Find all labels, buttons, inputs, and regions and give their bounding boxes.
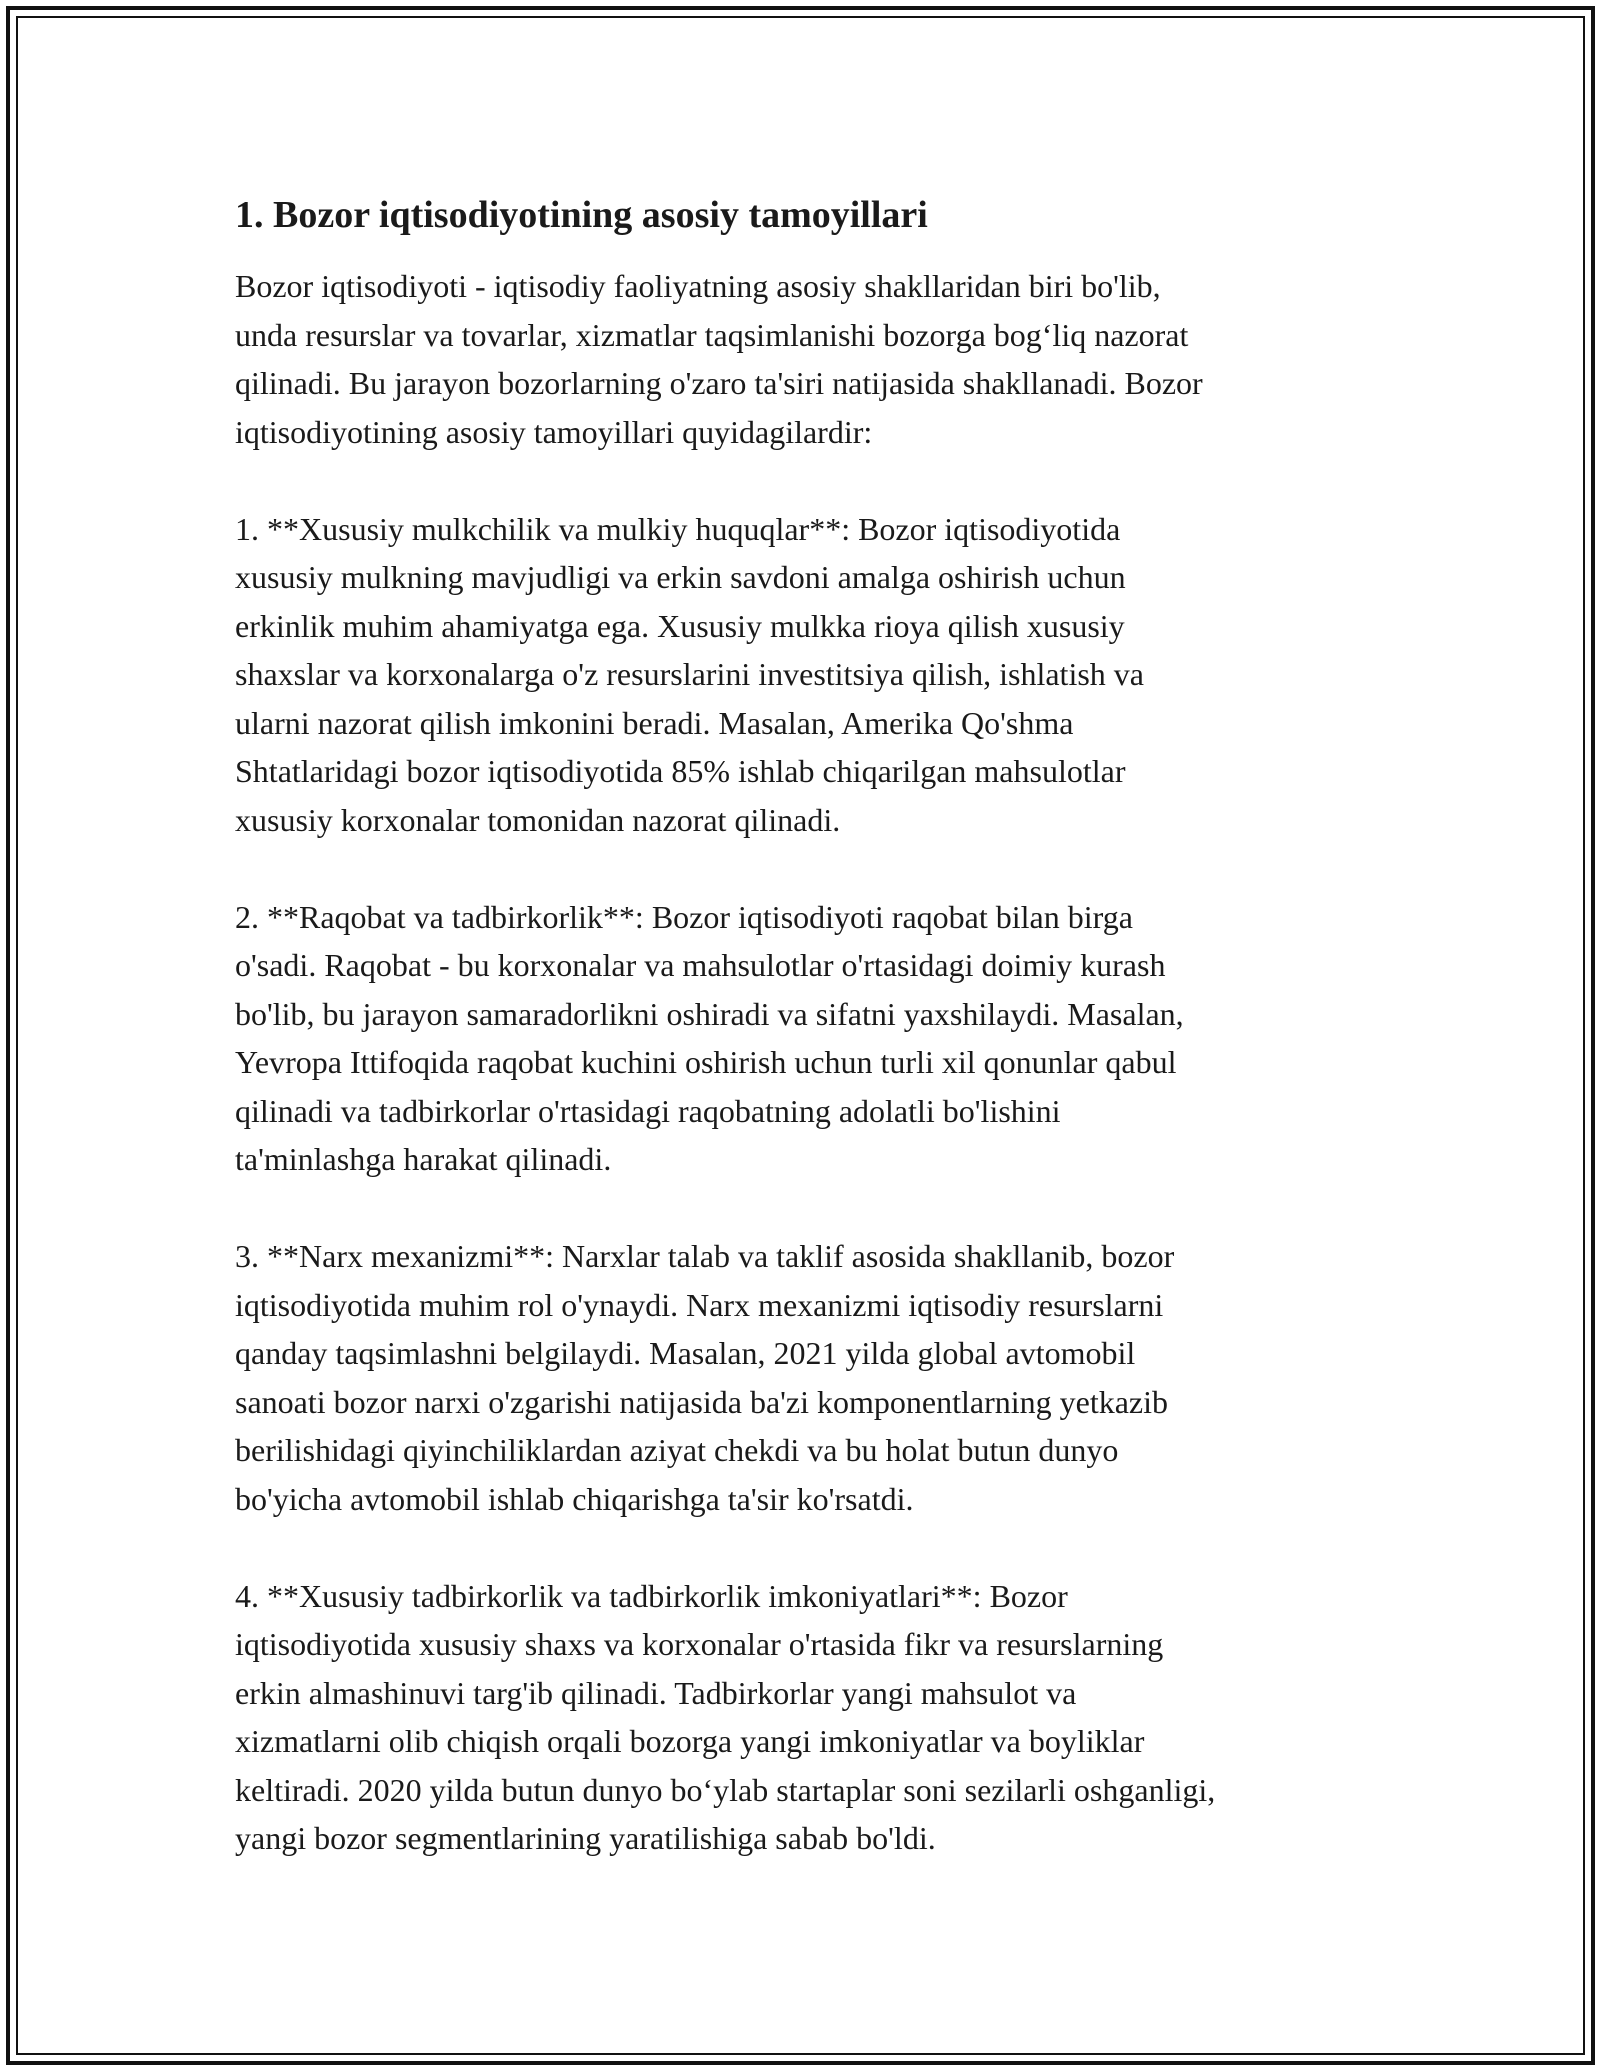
paragraph-competition: 2. **Raqobat va tadbirkorlik**: Bozor iqtisodiyoti raqobat bilan birga o'sadi. Raqobat - bu korxonalar va mahsulotlar o'rtasidagi doimiy kurash bo'lib, bu jarayon samaradorlikni oshiradi va sifatni yaxshilaydi. Masalan, Yevropa Ittifoqida raqobat kuchini oshirish uchun turli xil qonunlar qabul qilinadi va tadbirkorlar o'rtasidagi raqobatning adolatli bo'lishini ta'minlashga harakat qilinadi. — [235, 898, 1184, 1177]
document-title: 1. Bozor iqtisodiyotining asosiy tamoyillari — [235, 194, 928, 236]
paragraph-entrepreneurship: 4. **Xususiy tadbirkorlik va tadbirkorlik imkoniyatlari**: Bozor iqtisodiyotida xususiy shaxs va korxonalar o'rtasida fikr va resurslarning erkin almashinuvi targ'ib qilinadi. Tadbirkorlar yangi mahsulot va xizmatlarni olib chiqish orqali bozorga yangi imkoniyatlar va boyliklar keltiradi. 2020 yilda butun dunyo bo‘ylab startaplar soni sezilarli oshganligi, yangi bozor segmentlarining yaratilishiga sabab bo'ldi. — [235, 1577, 1216, 1856]
paragraph-private-property: 1. **Xususiy mulkchilik va mulkiy huquqlar**: Bozor iqtisodiyotida xususiy mulkning mavjudligi va erkin savdoni amalga oshirish uchun erkinlik muhim ahamiyatga ega. Xususiy mulkka rioya qilish xususiy shaxslar va korxonalarga o'z resurslarini investitsiya qilish, ishlatish va ularni nazorat qilish imkonini beradi. Masalan, Amerika Qo'shma Shtatlaridagi bozor iqtisodiyotida 85% ishlab chiqarilgan mahsulotlar xususiy korxonalar tomonidan nazorat qilinadi. — [235, 510, 1144, 838]
paragraph-intro: Bozor iqtisodiyoti - iqtisodiy faoliyatning asosiy shakllaridan biri bo'lib, unda resurslar va tovarlar, xizmatlar taqsimlanishi bozorga bog‘liq nazorat qilinadi. Bu jarayon bozorlarning o'zaro ta'siri natijasida shakllanadi. Bozor iqtisodiyotining asosiy tamoyillari quyidagilardir: — [235, 268, 1203, 450]
paragraph-price-mechanism: 3. **Narx mexanizmi**: Narxlar talab va taklif asosida shakllanib, bozor iqtisodiyotida muhim rol o'ynaydi. Narx mexanizmi iqtisodiy resurslarni qanday taqsimlashni belgilaydi. Masalan, 2021 yilda global avtomobil sanoati bozor narxi o'zgarishi natijasida ba'zi komponentlarning yetkazib berilishidagi qiyinchiliklardan aziyat chekdi va bu holat butun dunyo bo'yicha avtomobil ishlab chiqarishga ta'sir ko'rsatdi. — [235, 1238, 1175, 1517]
document-body — [235, 190, 1365, 1911]
